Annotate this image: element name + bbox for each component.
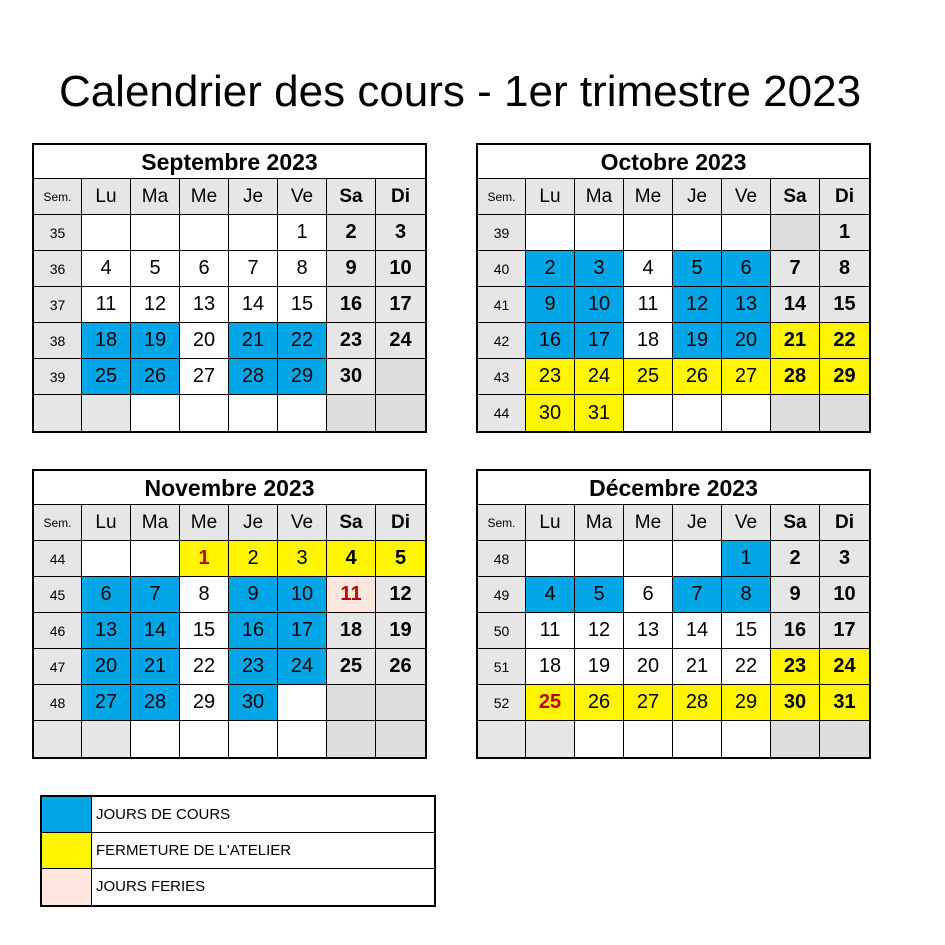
week-number: 48: [34, 685, 82, 721]
empty-day-cell: [673, 215, 722, 251]
day-cell: 13: [82, 613, 131, 649]
day-cell: 4: [624, 251, 673, 287]
day-cell: 28: [131, 685, 180, 721]
empty-day-cell: [229, 721, 278, 757]
day-header: Je: [673, 179, 722, 215]
empty-day-cell: [376, 359, 425, 395]
day-header: Di: [820, 179, 869, 215]
day-cell: 6: [624, 577, 673, 613]
day-cell: 20: [722, 323, 771, 359]
day-header: Di: [376, 505, 425, 541]
day-cell: 11: [82, 287, 131, 323]
empty-day-cell: [624, 721, 673, 757]
day-cell: 11: [624, 287, 673, 323]
month-title: Octobre 2023: [478, 145, 869, 179]
day-cell: 10: [820, 577, 869, 613]
day-cell: 3: [376, 215, 425, 251]
day-header: Je: [229, 179, 278, 215]
day-cell: 23: [771, 649, 820, 685]
day-cell: 22: [180, 649, 229, 685]
day-cell: 4: [82, 251, 131, 287]
day-cell: 5: [575, 577, 624, 613]
empty-day-cell: [82, 721, 131, 757]
calendar-grid: [478, 505, 869, 757]
page-title: Calendrier des cours - 1er trimestre 2023: [58, 67, 862, 116]
day-cell: 17: [575, 323, 624, 359]
empty-day-cell: [278, 721, 327, 757]
day-header: Lu: [526, 179, 575, 215]
day-cell: 29: [820, 359, 869, 395]
day-cell: 10: [575, 287, 624, 323]
day-cell: 10: [278, 577, 327, 613]
day-cell: 15: [278, 287, 327, 323]
calendar-september: [32, 143, 427, 433]
day-cell: 10: [376, 251, 425, 287]
day-cell: 25: [624, 359, 673, 395]
day-cell: 11: [526, 613, 575, 649]
week-number: 41: [478, 287, 526, 323]
empty-day-cell: [278, 395, 327, 431]
day-header: Di: [376, 179, 425, 215]
empty-day-cell: [131, 395, 180, 431]
day-header: Sa: [771, 505, 820, 541]
day-cell: 14: [673, 613, 722, 649]
day-cell: 6: [180, 251, 229, 287]
day-cell: 8: [722, 577, 771, 613]
day-cell: 27: [722, 359, 771, 395]
day-cell: 17: [376, 287, 425, 323]
day-header: Ma: [131, 505, 180, 541]
day-cell: 26: [673, 359, 722, 395]
empty-day-cell: [526, 215, 575, 251]
month-title: Novembre 2023: [34, 471, 425, 505]
day-cell: 24: [376, 323, 425, 359]
empty-day-cell: [82, 541, 131, 577]
empty-day-cell: [722, 395, 771, 431]
empty-day-cell: [131, 721, 180, 757]
day-cell: 25: [526, 685, 575, 721]
calendar-grid: [34, 505, 425, 757]
day-cell: 16: [771, 613, 820, 649]
empty-day-cell: [180, 395, 229, 431]
day-cell: 7: [771, 251, 820, 287]
day-cell: 3: [575, 251, 624, 287]
week-header: Sem.: [478, 179, 526, 215]
day-cell: 27: [82, 685, 131, 721]
day-cell: 21: [673, 649, 722, 685]
legend-swatch: [42, 833, 92, 868]
day-cell: 26: [376, 649, 425, 685]
day-cell: 3: [820, 541, 869, 577]
day-header: Ma: [131, 179, 180, 215]
day-cell: 17: [278, 613, 327, 649]
day-cell: 29: [278, 359, 327, 395]
day-header: Ve: [722, 505, 771, 541]
day-cell: 7: [673, 577, 722, 613]
day-header: Ma: [575, 179, 624, 215]
week-number: [34, 395, 82, 431]
day-cell: 22: [278, 323, 327, 359]
day-cell: 7: [229, 251, 278, 287]
day-header: Me: [180, 179, 229, 215]
empty-day-cell: [327, 721, 376, 757]
day-cell: 20: [82, 649, 131, 685]
week-number: 39: [34, 359, 82, 395]
calendar-december: [476, 469, 871, 759]
day-header: Ve: [278, 505, 327, 541]
day-cell: 23: [526, 359, 575, 395]
day-header: Ma: [575, 505, 624, 541]
day-cell: 27: [180, 359, 229, 395]
day-cell: 21: [771, 323, 820, 359]
week-number: 37: [34, 287, 82, 323]
empty-day-cell: [180, 721, 229, 757]
week-number: 48: [478, 541, 526, 577]
week-number: 49: [478, 577, 526, 613]
empty-day-cell: [771, 721, 820, 757]
calendar-october: [476, 143, 871, 433]
day-cell: 2: [771, 541, 820, 577]
day-header: Me: [624, 179, 673, 215]
week-header: Sem.: [34, 179, 82, 215]
day-header: Ve: [278, 179, 327, 215]
empty-day-cell: [575, 721, 624, 757]
day-cell: 7: [131, 577, 180, 613]
day-cell: 6: [722, 251, 771, 287]
day-header: Lu: [526, 505, 575, 541]
day-header: Me: [180, 505, 229, 541]
day-cell: 15: [180, 613, 229, 649]
day-cell: 29: [722, 685, 771, 721]
day-cell: 6: [82, 577, 131, 613]
week-number: [478, 721, 526, 757]
day-cell: 8: [180, 577, 229, 613]
day-header: Lu: [82, 505, 131, 541]
day-cell: 30: [327, 359, 376, 395]
day-header: Je: [229, 505, 278, 541]
day-cell: 5: [376, 541, 425, 577]
day-cell: 9: [771, 577, 820, 613]
empty-day-cell: [278, 685, 327, 721]
legend-label: JOURS DE COURS: [96, 806, 231, 823]
empty-day-cell: [82, 215, 131, 251]
day-cell: 12: [131, 287, 180, 323]
week-number: 39: [478, 215, 526, 251]
calendar-grid: [34, 179, 425, 431]
legend: [40, 795, 436, 907]
week-number: 50: [478, 613, 526, 649]
empty-day-cell: [722, 721, 771, 757]
empty-day-cell: [82, 395, 131, 431]
week-number: 45: [34, 577, 82, 613]
day-cell: 21: [131, 649, 180, 685]
day-cell: 20: [624, 649, 673, 685]
calendar-november: [32, 469, 427, 759]
day-cell: 1: [180, 541, 229, 577]
day-cell: 17: [820, 613, 869, 649]
empty-day-cell: [771, 395, 820, 431]
empty-day-cell: [722, 215, 771, 251]
empty-day-cell: [820, 395, 869, 431]
day-cell: 14: [771, 287, 820, 323]
week-number: 44: [34, 541, 82, 577]
day-cell: 26: [131, 359, 180, 395]
day-cell: 12: [376, 577, 425, 613]
day-cell: 18: [82, 323, 131, 359]
day-cell: 5: [131, 251, 180, 287]
day-cell: 13: [722, 287, 771, 323]
week-number: 38: [34, 323, 82, 359]
day-cell: 19: [131, 323, 180, 359]
day-cell: 2: [526, 251, 575, 287]
empty-day-cell: [229, 215, 278, 251]
empty-day-cell: [624, 541, 673, 577]
day-cell: 27: [624, 685, 673, 721]
day-cell: 31: [820, 685, 869, 721]
day-cell: 19: [575, 649, 624, 685]
day-cell: 8: [278, 251, 327, 287]
day-cell: 14: [131, 613, 180, 649]
week-number: 44: [478, 395, 526, 431]
week-number: 36: [34, 251, 82, 287]
day-cell: 19: [376, 613, 425, 649]
day-cell: 11: [327, 577, 376, 613]
day-header: Sa: [327, 179, 376, 215]
day-header: Je: [673, 505, 722, 541]
week-number: 43: [478, 359, 526, 395]
legend-item-ferie: [42, 869, 434, 905]
day-cell: 28: [229, 359, 278, 395]
empty-day-cell: [131, 541, 180, 577]
day-cell: 9: [327, 251, 376, 287]
empty-day-cell: [820, 721, 869, 757]
empty-day-cell: [673, 395, 722, 431]
day-header: Lu: [82, 179, 131, 215]
day-cell: 16: [229, 613, 278, 649]
day-header: Ve: [722, 179, 771, 215]
day-cell: 12: [673, 287, 722, 323]
empty-day-cell: [673, 541, 722, 577]
day-header: Sa: [327, 505, 376, 541]
month-title: Septembre 2023: [34, 145, 425, 179]
month-title: Décembre 2023: [478, 471, 869, 505]
day-cell: 12: [575, 613, 624, 649]
empty-day-cell: [526, 541, 575, 577]
day-cell: 1: [722, 541, 771, 577]
legend-swatch: [42, 869, 92, 905]
day-cell: 5: [673, 251, 722, 287]
empty-day-cell: [131, 215, 180, 251]
day-cell: 2: [327, 215, 376, 251]
day-cell: 22: [820, 323, 869, 359]
day-cell: 13: [624, 613, 673, 649]
empty-day-cell: [180, 215, 229, 251]
legend-swatch: [42, 797, 92, 832]
day-cell: 4: [327, 541, 376, 577]
empty-day-cell: [229, 395, 278, 431]
week-number: 42: [478, 323, 526, 359]
day-cell: 24: [575, 359, 624, 395]
week-number: 52: [478, 685, 526, 721]
day-cell: 28: [771, 359, 820, 395]
legend-label: FERMETURE DE L'ATELIER: [96, 842, 292, 859]
week-number: 47: [34, 649, 82, 685]
day-cell: 23: [327, 323, 376, 359]
calendar-grid: [478, 179, 869, 431]
day-cell: 9: [229, 577, 278, 613]
day-header: Di: [820, 505, 869, 541]
legend-label: JOURS FERIES: [96, 878, 206, 895]
week-number: 46: [34, 613, 82, 649]
day-cell: 1: [820, 215, 869, 251]
legend-item-cours: [42, 797, 434, 833]
empty-day-cell: [327, 395, 376, 431]
day-cell: 30: [771, 685, 820, 721]
empty-day-cell: [526, 721, 575, 757]
day-cell: 1: [278, 215, 327, 251]
day-cell: 15: [722, 613, 771, 649]
day-cell: 9: [526, 287, 575, 323]
week-header: Sem.: [34, 505, 82, 541]
empty-day-cell: [624, 395, 673, 431]
empty-day-cell: [327, 685, 376, 721]
day-cell: 18: [327, 613, 376, 649]
day-cell: 30: [229, 685, 278, 721]
day-cell: 16: [526, 323, 575, 359]
day-header: Sa: [771, 179, 820, 215]
day-cell: 23: [229, 649, 278, 685]
day-cell: 29: [180, 685, 229, 721]
day-header: Me: [624, 505, 673, 541]
empty-day-cell: [771, 215, 820, 251]
empty-day-cell: [575, 215, 624, 251]
empty-day-cell: [575, 541, 624, 577]
day-cell: 19: [673, 323, 722, 359]
day-cell: 31: [575, 395, 624, 431]
day-cell: 26: [575, 685, 624, 721]
empty-day-cell: [376, 721, 425, 757]
day-cell: 25: [82, 359, 131, 395]
day-cell: 21: [229, 323, 278, 359]
week-number: 35: [34, 215, 82, 251]
day-cell: 25: [327, 649, 376, 685]
week-number: 51: [478, 649, 526, 685]
week-number: 40: [478, 251, 526, 287]
legend-item-fermeture: [42, 833, 434, 869]
day-cell: 24: [278, 649, 327, 685]
day-cell: 20: [180, 323, 229, 359]
day-cell: 18: [526, 649, 575, 685]
empty-day-cell: [624, 215, 673, 251]
day-cell: 18: [624, 323, 673, 359]
day-cell: 13: [180, 287, 229, 323]
day-cell: 22: [722, 649, 771, 685]
day-cell: 14: [229, 287, 278, 323]
day-cell: 30: [526, 395, 575, 431]
week-number: [34, 721, 82, 757]
day-cell: 2: [229, 541, 278, 577]
empty-day-cell: [673, 721, 722, 757]
week-header: Sem.: [478, 505, 526, 541]
day-cell: 24: [820, 649, 869, 685]
day-cell: 16: [327, 287, 376, 323]
empty-day-cell: [376, 395, 425, 431]
day-cell: 8: [820, 251, 869, 287]
day-cell: 15: [820, 287, 869, 323]
day-cell: 28: [673, 685, 722, 721]
empty-day-cell: [376, 685, 425, 721]
day-cell: 3: [278, 541, 327, 577]
day-cell: 4: [526, 577, 575, 613]
